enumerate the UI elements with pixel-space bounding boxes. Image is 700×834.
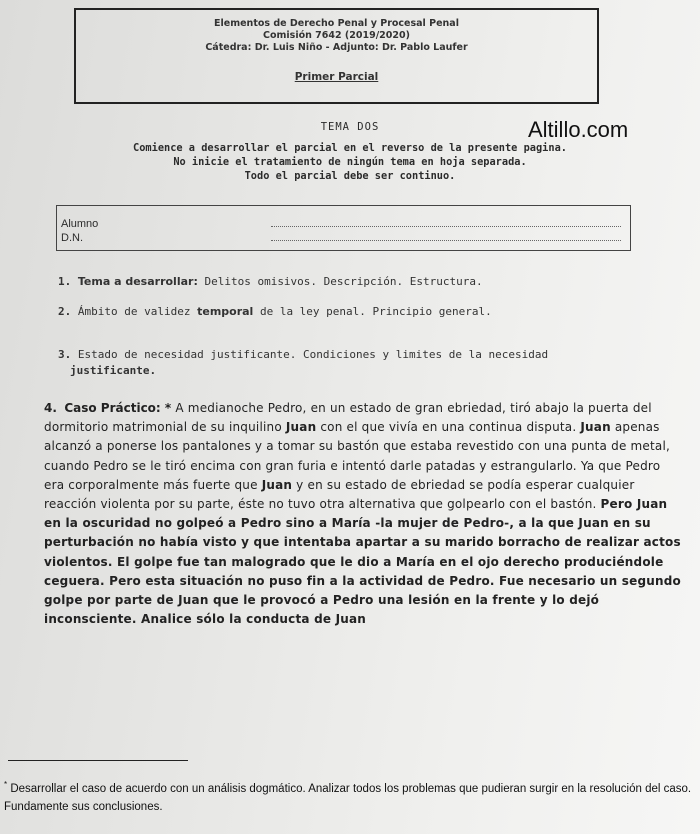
case-name-juan: Juan bbox=[580, 420, 611, 435]
instruction-line: No inicie el tratamiento de ningún tema en hoja separada. bbox=[173, 156, 527, 168]
question-2-pre: Ámbito de validez bbox=[71, 305, 198, 318]
case-title: Caso Práctico: bbox=[64, 401, 161, 415]
watermark-text: Altillo.com bbox=[528, 117, 629, 142]
question-4-case bbox=[44, 399, 684, 629]
question-number: 4. bbox=[44, 401, 57, 415]
case-text-part: A medianoche Pedro, en un estado de gran ebriedad, tiró abajo la puerta del dormitorio matrimonial de su inquilino bbox=[44, 401, 652, 435]
question-2-text: de la ley penal. Principio general. bbox=[253, 305, 492, 318]
instructions bbox=[0, 141, 700, 183]
case-text-part: y en su estado de ebriedad se podía esperar cualquier reacción violenta por su parte, éste no tuvo otra alternativa que golpearlo con el bastón. bbox=[44, 477, 635, 512]
student-info-box bbox=[56, 205, 631, 251]
footnote-marker: * bbox=[160, 401, 176, 415]
case-name-juan: Juan bbox=[261, 477, 293, 492]
chair: Cátedra: Dr. Luis Niño - Adjunto: Dr. Pablo Laufer bbox=[205, 42, 468, 53]
question-1-bold: Tema a desarrollar: bbox=[77, 275, 198, 288]
student-id-row bbox=[61, 232, 83, 244]
exam-title: Primer Parcial bbox=[294, 71, 379, 83]
student-id-field[interactable] bbox=[271, 240, 621, 241]
instruction-line: Todo el parcial debe ser continuo. bbox=[244, 170, 456, 182]
question-3-text-line2: justificante. bbox=[70, 364, 157, 377]
case-name-juan: Juan bbox=[285, 420, 317, 435]
case-text-part: Pero Juan en la oscuridad no golpeó a Pedro sino a María -la mujer de Pedro-, a la que bbox=[44, 497, 668, 531]
footnote-text: Desarrollar el caso de acuerdo con un análisis dogmático. Analizar todos los problemas que pudieran surgir en la resolución del caso. Fundamente sus conclusiones. bbox=[4, 782, 692, 813]
case-text-part: en su perturbación no había visto y que intentaba apartar a su marido borracho de realizar actos violentos. El golpe fue tan malogrado que le dio a María en el ojo derecho produciéndole ceguera. Pero esta situación no puso fin a la actividad de Pedro. Fue necesario un segundo golpe por parte de Juan que le provocó a Pedro una lesión en la frente y lo dejó inconsciente. bbox=[44, 516, 681, 627]
topic-heading: TEMA DOS bbox=[320, 121, 380, 133]
question-1 bbox=[58, 275, 483, 288]
question-number: 3. bbox=[58, 348, 72, 361]
case-closing-instruction: Analice sólo la conducta de Juan bbox=[141, 612, 367, 627]
student-name-field[interactable] bbox=[271, 226, 621, 227]
question-number: 1. bbox=[58, 275, 72, 288]
question-2 bbox=[58, 305, 492, 318]
case-text-part: con el que vivía en una continua disputa. bbox=[316, 420, 581, 435]
footnote-divider bbox=[8, 760, 188, 761]
question-2-bold: temporal bbox=[197, 305, 254, 318]
student-name-label: Alumno bbox=[61, 218, 99, 230]
course-title: Elementos de Derecho Penal y Procesal Penal bbox=[214, 18, 459, 29]
question-1-text: Delitos omisivos. Descripción. Estructura. bbox=[197, 275, 483, 288]
case-name-juan: Juan bbox=[578, 516, 609, 531]
case-text-part: apenas alcanzó a ponerse los pantalones y a tomar su bastón que estaba revestido con una punta de metal, cuando Pedro se le tiró encima con gran furia e intentó darle patadas y estrangularlo. Ya que Pedro era corporalmente más fuerte que bbox=[44, 420, 671, 492]
commission: Comisión 7642 (2019/2020) bbox=[263, 30, 410, 41]
instruction-line: Comience a desarrollar el parcial en el reverso de la presente pagina. bbox=[133, 142, 567, 154]
student-name-row bbox=[61, 218, 98, 230]
question-3 bbox=[58, 347, 548, 379]
student-id-label: D.N. bbox=[61, 232, 83, 244]
footnote-mark: * bbox=[4, 780, 8, 789]
case-text bbox=[44, 401, 681, 626]
question-number: 2. bbox=[58, 305, 72, 318]
footnote bbox=[4, 776, 698, 816]
exam-header bbox=[74, 8, 599, 104]
question-3-text: Estado de necesidad justificante. Condiciones y limites de la necesidad bbox=[71, 348, 549, 361]
